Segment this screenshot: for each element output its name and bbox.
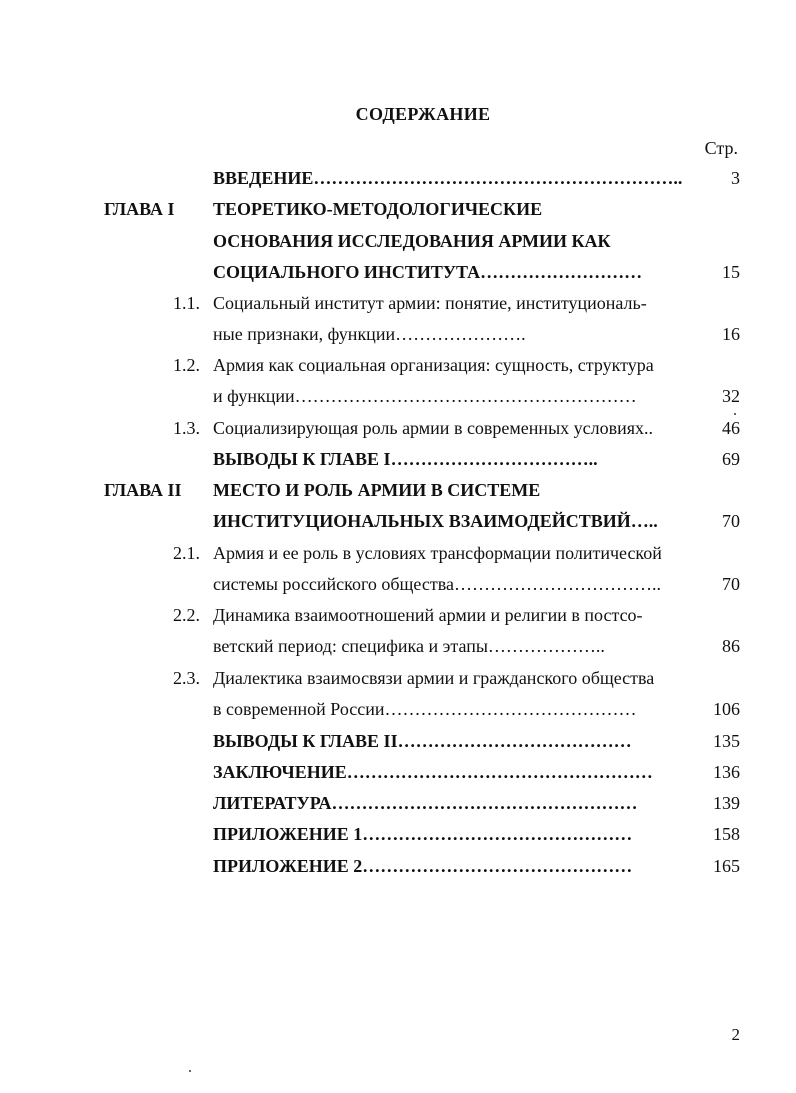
toc-page-number: 136 — [713, 762, 740, 782]
toc-entry-text: ЗАКЛЮЧЕНИЕ…………………………………………… — [213, 762, 653, 782]
toc-entry-text: ВЫВОДЫ К ГЛАВЕ II………………………………… — [213, 731, 632, 751]
toc-page-number: 15 — [722, 262, 740, 282]
toc-page-number: 139 — [713, 793, 740, 813]
toc-entry-text: и функции………………………………………………… — [213, 386, 637, 406]
toc-page-number: 69 — [722, 449, 740, 469]
toc-entry — [0, 416, 796, 440]
toc-page-number: 16 — [722, 324, 740, 344]
toc-entry-text: ВЫВОДЫ К ГЛАВЕ I…………………………….. — [213, 449, 598, 469]
toc-entry-text: ВВЕДЕНИЕ…………………………………………………….. — [213, 168, 683, 188]
toc-entry-text: ОСНОВАНИЯ ИССЛЕДОВАНИЯ АРМИИ КАК — [213, 231, 611, 251]
toc-page-number: 3 — [731, 168, 740, 188]
toc-page-number: 32 — [722, 386, 740, 406]
toc-entry-text: ветский период: специфика и этапы……………….. — [213, 636, 605, 656]
toc-entry-text: ПРИЛОЖЕНИЕ 1……………………………………… — [213, 824, 633, 844]
toc-page-number: 70 — [722, 511, 740, 531]
toc-entry-text: ИНСТИТУЦИОНАЛЬНЫХ ВЗАИМОДЕЙСТВИЙ….. — [213, 511, 658, 531]
toc-page-number: 70 — [722, 574, 740, 594]
toc-entry-text: ПРИЛОЖЕНИЕ 2……………………………………… — [213, 856, 633, 876]
toc-entry-text: системы российского общества…………………………….. — [213, 574, 661, 594]
toc-entry — [0, 353, 796, 377]
toc-entry — [0, 322, 796, 346]
toc-section-number: 2.3. — [173, 668, 200, 688]
toc-entry — [0, 634, 796, 658]
toc-page-number: 165 — [713, 856, 740, 876]
toc-entry — [0, 541, 796, 565]
toc-entry-text: Армия как социальная организация: сущность, структура — [213, 355, 654, 375]
toc-entry-text: Динамика взаимоотношений армии и религии в постсо- — [213, 605, 643, 625]
toc-page-number: 135 — [713, 731, 740, 751]
toc-entry-text: Армия и ее роль в условиях трансформации политической — [213, 543, 662, 563]
toc-page-number: 158 — [713, 824, 740, 844]
toc-entry — [0, 197, 796, 221]
toc-page-number: 46 — [722, 418, 740, 438]
toc-entry-text: в современной России…………………………………… — [213, 699, 637, 719]
toc-entry — [0, 603, 796, 627]
toc-entry — [0, 229, 796, 253]
toc-section-number: 1.1. — [173, 293, 200, 313]
toc-entry — [0, 791, 796, 815]
page-title: СОДЕРЖАНИЕ — [355, 104, 491, 124]
toc-entry — [0, 760, 796, 784]
toc-entry — [0, 166, 796, 190]
toc-entry — [0, 384, 796, 408]
toc-page-number: 86 — [722, 636, 740, 656]
toc-entry — [0, 697, 796, 721]
toc-entry — [0, 260, 796, 284]
scan-speck — [734, 413, 736, 415]
toc-entry — [0, 509, 796, 533]
toc-chapter-label: ГЛАВА I — [104, 199, 175, 219]
toc-entry — [0, 447, 796, 471]
toc-entry — [0, 854, 796, 878]
toc-section-number: 2.2. — [173, 605, 200, 625]
toc-entry-text: ТЕОРЕТИКО-МЕТОДОЛОГИЧЕСКИЕ — [213, 199, 543, 219]
toc-entry-text: МЕСТО И РОЛЬ АРМИИ В СИСТЕМЕ — [213, 480, 541, 500]
toc-entry-text: ные признаки, функции…………………. — [213, 324, 526, 344]
toc-entry-text: ЛИТЕРАТУРА…………………………………………… — [213, 793, 638, 813]
page-number: 2 — [731, 1025, 740, 1044]
toc-entry — [0, 291, 796, 315]
toc-entry-text: Социальный институт армии: понятие, институциональ- — [213, 293, 647, 313]
toc-entry — [0, 478, 796, 502]
toc-entry — [0, 822, 796, 846]
toc-entry-text: СОЦИАЛЬНОГО ИНСТИТУТА……………………… — [213, 262, 643, 282]
toc-entry-text: Диалектика взаимосвязи армии и гражданского общества — [213, 668, 655, 688]
scan-speck — [189, 1070, 191, 1072]
toc-section-number: 1.2. — [173, 355, 200, 375]
toc-entry — [0, 572, 796, 596]
page-column-header: Стр. — [704, 138, 738, 158]
toc-section-number: 1.3. — [173, 418, 200, 438]
toc-page-number: 106 — [713, 699, 740, 719]
toc-entry — [0, 729, 796, 753]
toc-section-number: 2.1. — [173, 543, 200, 563]
toc-entry-text: Социализирующая роль армии в современных условиях.. — [213, 418, 654, 438]
toc-chapter-label: ГЛАВА II — [104, 480, 182, 500]
toc-entry — [0, 666, 796, 690]
